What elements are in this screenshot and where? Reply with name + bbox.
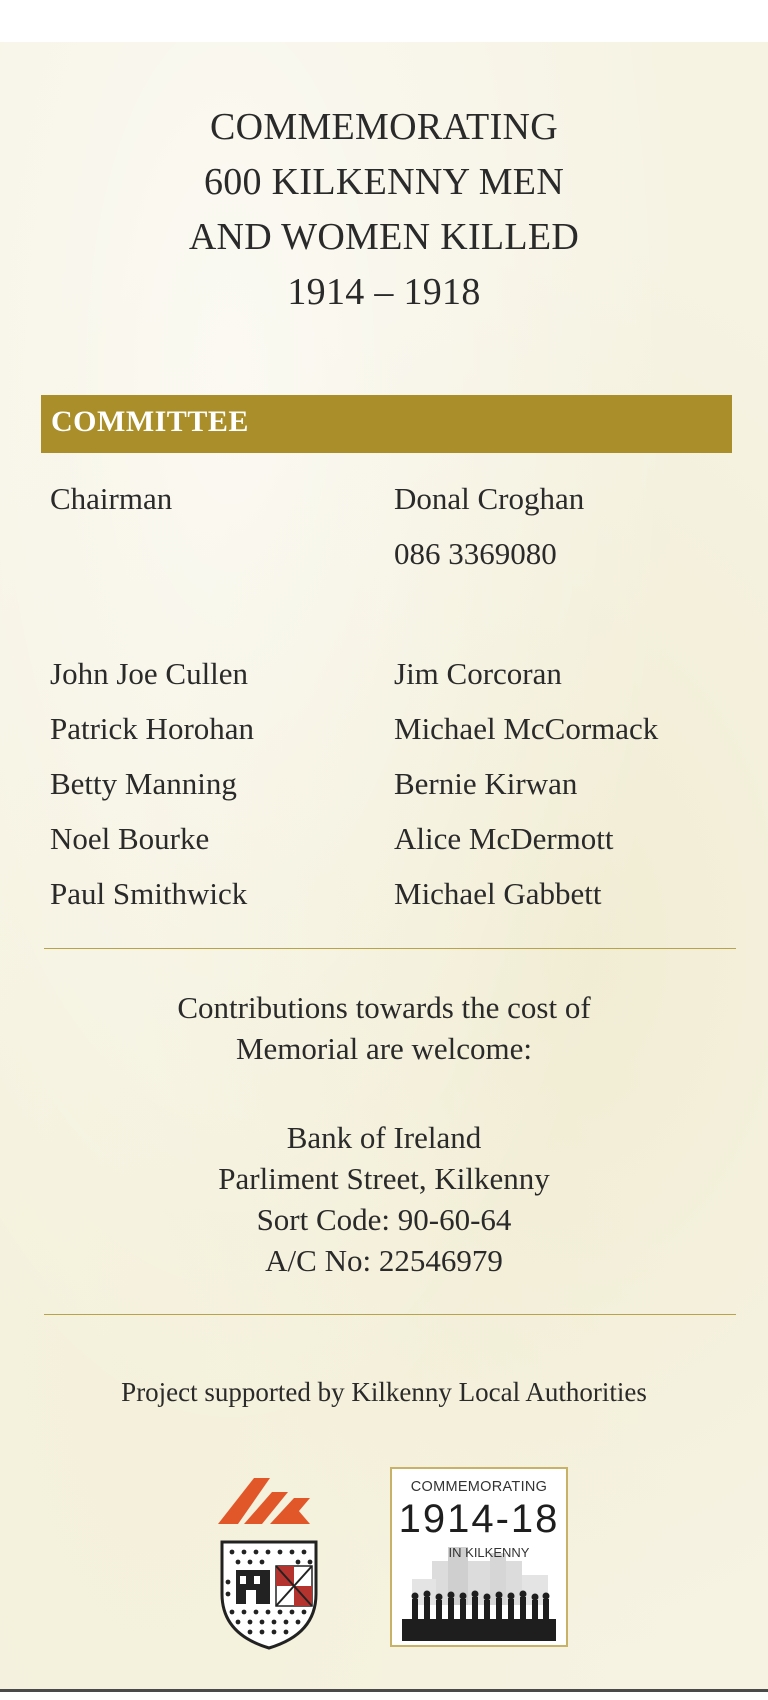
title-line-2: 600 KILKENNY MEN bbox=[203, 161, 565, 203]
bank-address: Parliment Street, Kilkenny bbox=[218, 1161, 550, 1196]
bank-name: Bank of Ireland bbox=[286, 1120, 482, 1155]
member-name: Bernie Kirwan bbox=[394, 766, 578, 801]
support-note: Project supported by Kilkenny Local Authorities bbox=[121, 1377, 647, 1407]
bank-details bbox=[0, 1117, 768, 1281]
bank-account-number: A/C No: 22546979 bbox=[265, 1243, 503, 1278]
title-line-4: 1914 – 1918 bbox=[287, 271, 481, 313]
title-line-1: COMMEMORATING bbox=[209, 106, 559, 148]
leaflet-page bbox=[0, 42, 768, 1692]
chair-phone: 086 3369080 bbox=[394, 536, 557, 571]
page-title bbox=[0, 100, 768, 320]
chair-name: Donal Croghan bbox=[394, 481, 585, 516]
member-name: Patrick Horohan bbox=[50, 711, 255, 746]
contributions-line-2: Memorial are welcome: bbox=[235, 1031, 533, 1066]
chair-role-column bbox=[50, 471, 172, 526]
contributions-line-1: Contributions towards the cost of bbox=[177, 990, 591, 1025]
member-name: Michael Gabbett bbox=[394, 876, 602, 911]
committee-heading: COMMITTEE bbox=[51, 405, 249, 438]
committee-heading-bar bbox=[41, 395, 732, 453]
member-name: Michael McCormack bbox=[394, 711, 659, 746]
commemorating-1914-18-logo bbox=[390, 1467, 568, 1647]
kilkenny-council-logo bbox=[214, 1462, 324, 1652]
logo-caption-bottom: IN KILKENNY bbox=[448, 1545, 530, 1560]
member-name: John Joe Cullen bbox=[50, 656, 249, 691]
kilkenny-crest-icon bbox=[214, 1462, 324, 1652]
title-line-3: AND WOMEN KILLED bbox=[188, 216, 580, 258]
members-left-column bbox=[50, 646, 254, 921]
member-name: Betty Manning bbox=[50, 766, 237, 801]
member-name: Jim Corcoran bbox=[394, 656, 562, 691]
member-name: Paul Smithwick bbox=[50, 876, 248, 911]
chair-details-column bbox=[394, 471, 584, 581]
logo-years: 1914-18 bbox=[398, 1497, 560, 1541]
divider-top bbox=[44, 948, 736, 949]
chair-role: Chairman bbox=[50, 481, 173, 516]
member-name: Alice McDermott bbox=[394, 821, 614, 856]
divider-bottom bbox=[44, 1314, 736, 1315]
members-right-column bbox=[394, 646, 658, 921]
contributions-note bbox=[0, 987, 768, 1069]
bank-sort-code: Sort Code: 90-60-64 bbox=[256, 1202, 512, 1237]
member-name: Noel Bourke bbox=[50, 821, 210, 856]
logo-caption-top: COMMEMORATING bbox=[410, 1479, 548, 1495]
